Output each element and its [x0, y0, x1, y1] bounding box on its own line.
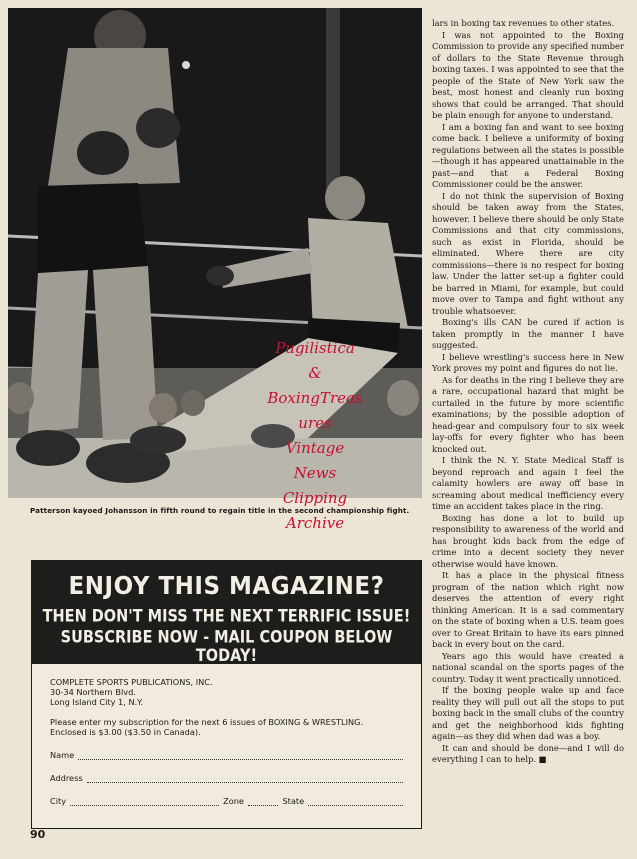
state-blank[interactable] — [308, 797, 403, 806]
order-line: Enclosed is $3.00 ($3.50 in Canada). — [50, 727, 201, 737]
article-paragraph: If the boxing people wake up and face reality they will pull out all the stops to put boxing back in the small clubs of the country and get the neighborhood kids fighting again—as they did when dad was a boy. — [432, 685, 624, 741]
article-paragraph: Years ago this would have created a national scandal on the sports pages of the country. Today it went practically unnoticed. — [432, 650, 624, 684]
ad-banner — [32, 561, 421, 664]
publisher-address — [50, 677, 403, 707]
ad-headline: ENJOY THIS MAGAZINE? — [68, 572, 385, 601]
article-paragraph: Boxing has done a lot to build up responsibility to awareness of the world and has brought kids back from the edge of crime into a decent society they never otherwise would have known. — [432, 512, 624, 569]
watermark-line: & — [308, 364, 322, 382]
photo-caption: Patterson kayoed Johansson in fifth round to regain title in the second championship fight. — [30, 506, 410, 515]
watermark-line: Clipping — [282, 489, 348, 507]
watermark-line: Pugilistica — [275, 339, 355, 357]
article-paragraph: I think the N. Y. State Medical Staff is beyond reproach and again I feel the calamity howlers are away off base in screaming about medical inefficiency every time an accident takes place in the ring. — [432, 455, 624, 511]
name-blank[interactable] — [78, 751, 403, 760]
watermark-line: BoxingTreas — [267, 389, 363, 407]
address-field-row — [50, 771, 403, 783]
name-field-row — [50, 748, 403, 760]
city-field-row — [50, 794, 403, 806]
watermark-line: News — [293, 464, 337, 482]
address-line: Long Island City 1, N.Y. — [50, 697, 144, 707]
subscription-ad — [31, 560, 422, 829]
article-paragraph: I believe wrestling's success here in New York proves my point and figures do not lie. — [432, 351, 624, 373]
address-line: COMPLETE SPORTS PUBLICATIONS, INC. — [50, 677, 213, 687]
watermark-line: Archive — [285, 514, 345, 532]
order-line: Please enter my subscription for the next 6 issues of BOXING & WRESTLING. — [50, 717, 364, 727]
watermark-line: Vintage — [285, 439, 345, 457]
address-line: 30-34 Northern Blvd. — [50, 687, 136, 697]
address-label: Address — [50, 773, 83, 783]
ad-subheadline: THEN DON'T MISS THE NEXT TERRIFIC ISSUE! — [42, 607, 411, 627]
state-label: State — [282, 796, 305, 806]
article-column — [432, 18, 624, 766]
zone-blank[interactable] — [248, 797, 278, 806]
order-text — [50, 717, 403, 737]
city-blank[interactable] — [70, 797, 219, 806]
page-number: 90 — [30, 828, 46, 841]
ad-call-to-action: SUBSCRIBE NOW - MAIL COUPON BELOW TODAY! — [60, 628, 393, 666]
subscription-coupon — [32, 664, 421, 806]
article-paragraph: I was not appointed to the Boxing Commission to provide any specified number of dollars to the State Revenue through boxing taxes. I was appointed to see that the people of the State of New York saw the best, most honest and cleanly run boxing shows that could be arranged. That should be plain enough for anyone to understand. — [432, 29, 624, 120]
watermark-line: ures — [298, 414, 332, 432]
article-paragraph: It has a place in the physical fitness program of the nation which right now deserves the attention of every right thinking American. It is a sad commentary on the state of boxing when a U.S. team goes over to Great Britain to have its ears pinned back in every bout on the card. — [432, 570, 624, 649]
article-paragraph: I do not think the supervision of Boxing should be taken away from the States, however. I believe there should be only State Commissions and that city commissions, such as exist in Florida, should be eliminated. Where there are city commissions—there is no respect for boxing law. Under the latter set-up a fighter could be barred in Miami, for example, but could move over to Tampa and fight without any trouble whatsoever. — [432, 190, 624, 316]
article-paragraph: As for deaths in the ring I believe they are a rare, occupational hazard that might be curtailed in the future by more scientific examinations; by the possible adoption of head-gear and compulsory four to six week lay-offs for every fighter who has been knocked out. — [432, 374, 624, 454]
name-label: Name — [50, 750, 75, 760]
article-paragraph: Boxing's ills CAN be cured if action is taken promptly in the manner I have suggested. — [432, 317, 624, 350]
article-paragraph: lars in boxing tax revenues to other states. — [432, 18, 615, 28]
address-blank[interactable] — [87, 774, 403, 783]
city-label: City — [50, 796, 67, 806]
archive-watermark — [240, 336, 390, 536]
article-paragraph: It can and should be done—and I will do everything I can to help. ■ — [432, 742, 624, 764]
zone-label: Zone — [223, 796, 244, 806]
article-paragraph: I am a boxing fan and want to see boxing come back. I believe a uniformity of boxing regulations between all the states is possible—though it has appeared unattainable in the past—and that a Federal Boxing Commissioner could be the answer. — [432, 121, 624, 189]
